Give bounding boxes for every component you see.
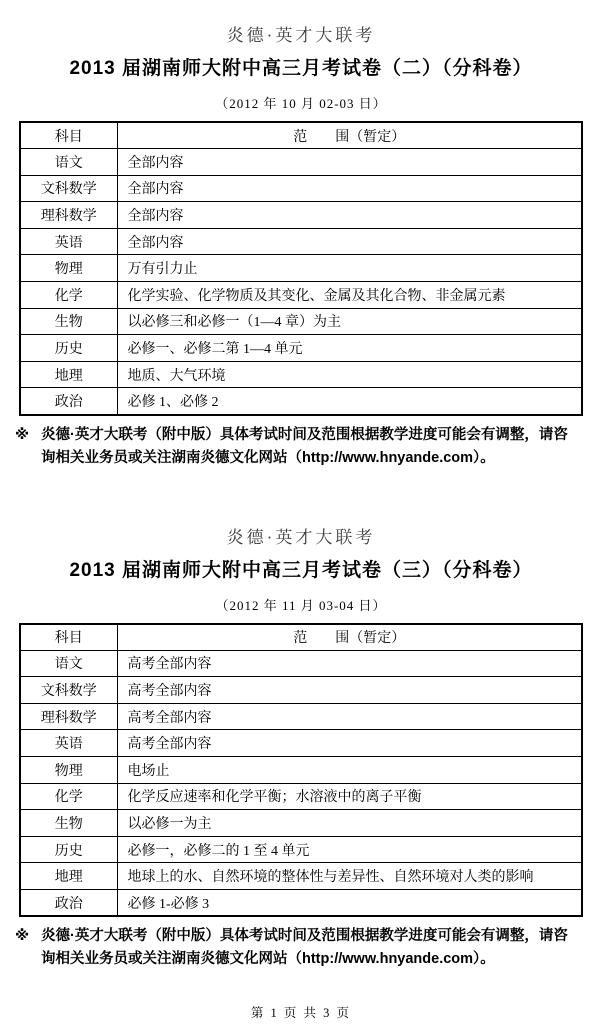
- table-row: [20, 836, 582, 863]
- col-header-subject: 科目: [20, 122, 117, 149]
- schedule-table: [19, 121, 583, 416]
- subject-cell: 语文: [20, 650, 117, 677]
- range-cell: 高考全部内容: [117, 703, 582, 730]
- table-row: [20, 703, 582, 730]
- exam-date: （2012 年 11 月 03-04 日）: [215, 597, 387, 613]
- range-cell: 化学实验、化学物质及其变化、金属及其化合物、非金属元素: [117, 282, 582, 309]
- range-cell: 地质、大气环境: [117, 361, 582, 388]
- table-row: [20, 388, 582, 415]
- table-row: [20, 863, 582, 890]
- subject-cell: 历史: [20, 836, 117, 863]
- range-cell: 地球上的水、自然环境的整体性与差异性、自然环境对人类的影响: [117, 863, 582, 890]
- table-row: [20, 308, 582, 335]
- subject-cell: 英语: [20, 730, 117, 757]
- table-row: [20, 783, 582, 810]
- table-row: [20, 282, 582, 309]
- footnote: [15, 925, 587, 971]
- table-row: [20, 255, 582, 282]
- col-header-subject: 科目: [20, 624, 117, 651]
- range-cell: 全部内容: [117, 228, 582, 255]
- subject-cell: 物理: [20, 255, 117, 282]
- range-cell: 必修 1、必修 2: [117, 388, 582, 415]
- subject-cell: 地理: [20, 863, 117, 890]
- exam-section-2: [0, 26, 602, 470]
- table-body: [20, 149, 582, 415]
- exam-section-3: [0, 528, 602, 972]
- subject-cell: 理科数学: [20, 202, 117, 229]
- exam-title: 2013 届湖南师大附中高三月考试卷（二）（分科卷）: [69, 58, 533, 79]
- table-row: [20, 175, 582, 202]
- table-row: [20, 650, 582, 677]
- footnote-text: 炎德·英才大联考（附中版）具体考试时间及范围根据教学进度可能会有调整，请咨询相关业务员或关注湖南炎德文化网站（http://www.hnyande.com）。: [41, 426, 568, 466]
- schedule-table: [19, 623, 583, 918]
- table-row: [20, 677, 582, 704]
- subject-cell: 文科数学: [20, 677, 117, 704]
- range-cell: 高考全部内容: [117, 730, 582, 757]
- footnote-marker: ※: [15, 928, 30, 945]
- subject-cell: 地理: [20, 361, 117, 388]
- subject-cell: 历史: [20, 335, 117, 362]
- range-cell: 全部内容: [117, 202, 582, 229]
- subject-cell: 化学: [20, 282, 117, 309]
- subject-cell: 生物: [20, 308, 117, 335]
- brand-line: 炎德·英才大联考: [226, 26, 376, 45]
- page-number: 第 1 页 共 3 页: [250, 1006, 352, 1021]
- table-row: [20, 889, 582, 916]
- table-header: [20, 122, 582, 149]
- range-cell: 全部内容: [117, 175, 582, 202]
- range-cell: 电场止: [117, 757, 582, 784]
- range-cell: 高考全部内容: [117, 677, 582, 704]
- subject-cell: 化学: [20, 783, 117, 810]
- header-row: [20, 624, 582, 651]
- subject-cell: 理科数学: [20, 703, 117, 730]
- table-header: [20, 624, 582, 651]
- footnote: [15, 424, 587, 470]
- subject-cell: 政治: [20, 889, 117, 916]
- table-row: [20, 757, 582, 784]
- col-header-range: 范 围（暂定）: [117, 624, 582, 651]
- footnote-text: 炎德·英才大联考（附中版）具体考试时间及范围根据教学进度可能会有调整，请咨询相关业务员或关注湖南炎德文化网站（http://www.hnyande.com）。: [41, 928, 568, 968]
- subject-cell: 文科数学: [20, 175, 117, 202]
- table-row: [20, 335, 582, 362]
- exam-title: 2013 届湖南师大附中高三月考试卷（三）（分科卷）: [69, 559, 533, 581]
- col-header-range: 范 围（暂定）: [117, 122, 582, 149]
- range-cell: 必修一、必修二第 1—4 单元: [117, 335, 582, 362]
- range-cell: 必修 1-必修 3: [117, 889, 582, 916]
- range-cell: 高考全部内容: [117, 650, 582, 677]
- range-cell: 全部内容: [117, 149, 582, 176]
- subject-cell: 语文: [20, 149, 117, 176]
- exam-date: （2012 年 10 月 02-03 日）: [215, 96, 387, 111]
- table-row: [20, 361, 582, 388]
- table-row: [20, 202, 582, 229]
- header-row: [20, 122, 582, 149]
- subject-cell: 政治: [20, 388, 117, 415]
- range-cell: 以必修三和必修一（1—4 章）为主: [117, 308, 582, 335]
- table-body: [20, 650, 582, 916]
- brand-line: 炎德·英才大联考: [226, 527, 376, 547]
- range-cell: 化学反应速率和化学平衡；水溶液中的离子平衡: [117, 783, 582, 810]
- table-row: [20, 730, 582, 757]
- range-cell: 以必修一为主: [117, 810, 582, 837]
- subject-cell: 生物: [20, 810, 117, 837]
- subject-cell: 物理: [20, 757, 117, 784]
- subject-cell: 英语: [20, 228, 117, 255]
- range-cell: 必修一，必修二的 1 至 4 单元: [117, 836, 582, 863]
- table-row: [20, 228, 582, 255]
- table-row: [20, 149, 582, 176]
- footnote-marker: ※: [15, 426, 30, 443]
- range-cell: 万有引力止: [117, 255, 582, 282]
- table-row: [20, 810, 582, 837]
